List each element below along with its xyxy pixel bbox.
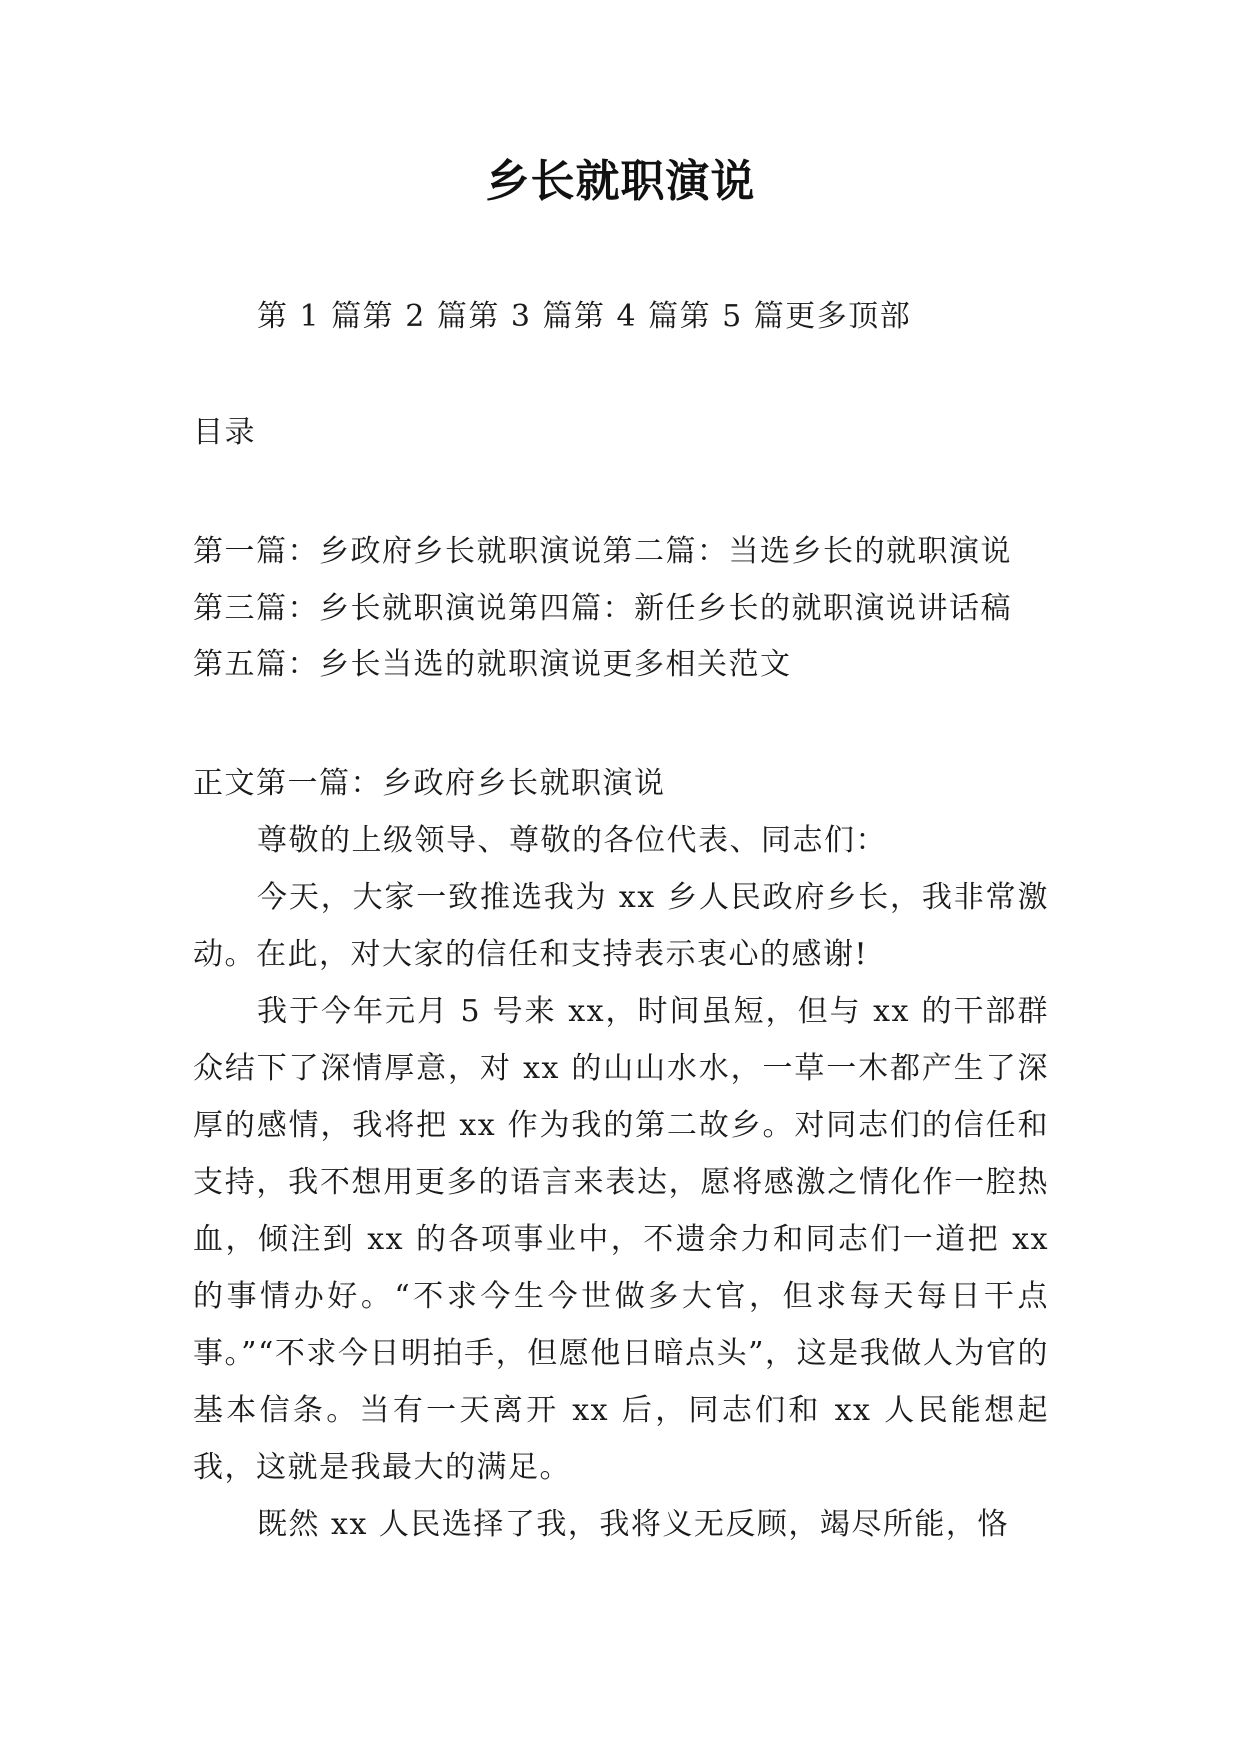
body-paragraph: 我于今年元月 5 号来 xx，时间虽短，但与 xx 的干部群众结下了深情厚意，对 xx 的山山水水，一草一木都产生了深厚的感情，我将把 xx 作为我的第二故乡。对同志们的信任和支持，我不想用更多的语言来表达，愿将感激之情化作一腔热血，倾注到 xx 的各项事业中，不遗余力和同志们一道把 xx 的事情办好。“不求今生今世做多大官，但求每天每日干点事。”“不求今日明拍手，但愿他日暗点头”，这是我做人为官的基本信条。当有一天离开 xx 后，同志们和 xx 人民能想起我，这就是我最大的满足。 bbox=[193, 994, 1049, 1485]
body-paragraph: 今天，大家一致推选我为 xx 乡人民政府乡长，我非常激动。在此，对大家的信任和支持表示衷心的感谢! bbox=[193, 880, 1049, 972]
toc-line: 第五篇：乡长当选的就职演说更多相关范文 bbox=[193, 647, 792, 682]
body-paragraph: 既然 xx 人民选择了我，我将义无反顾，竭尽所能，恪 bbox=[257, 1507, 1009, 1542]
document-title: 乡长就职演说 bbox=[485, 156, 756, 207]
section-nav-line: 第 1 篇第 2 篇第 3 篇第 4 篇第 5 篇更多顶部 bbox=[257, 299, 912, 334]
body-heading: 正文第一篇：乡政府乡长就职演说 bbox=[193, 766, 666, 801]
toc-heading: 目录 bbox=[193, 415, 256, 450]
toc-line: 第三篇：乡长就职演说第四篇：新任乡长的就职演说讲话稿 bbox=[193, 591, 1012, 626]
body-paragraph: 尊敬的上级领导、尊敬的各位代表、同志们： bbox=[257, 823, 887, 858]
toc-line: 第一篇：乡政府乡长就职演说第二篇：当选乡长的就职演说 bbox=[193, 534, 1012, 569]
